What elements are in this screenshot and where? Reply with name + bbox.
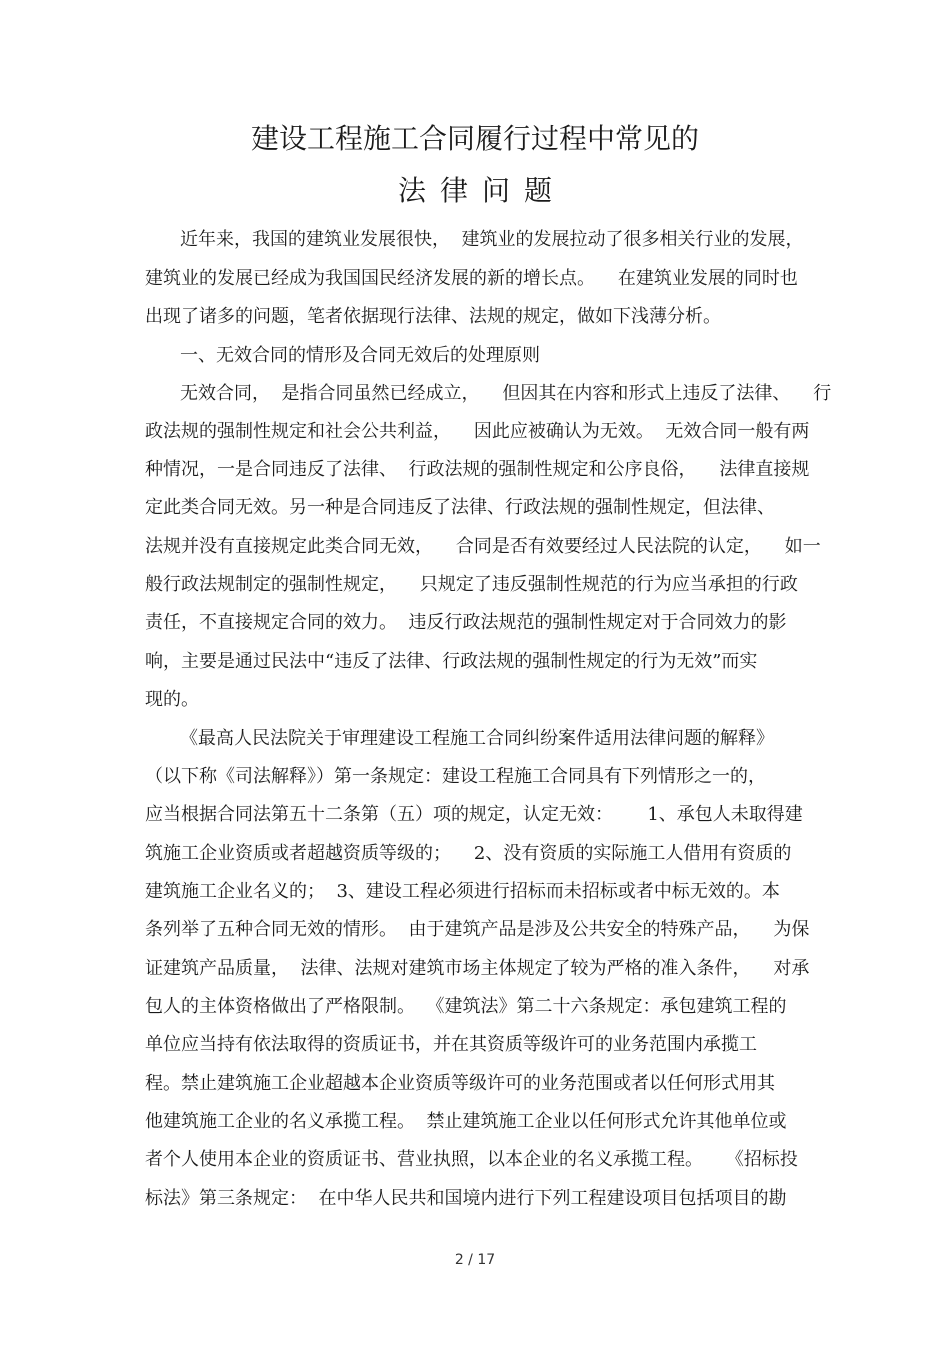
body-line: 程。禁止建筑施工企业超越本企业资质等级许可的业务范围或者以任何形式用其 [145,1073,775,1094]
body-line: 他建筑施工企业的名义承揽工程。 禁止建筑施工企业以任何形式允许其他单位或 [145,1111,787,1132]
body-line: 证建筑产品质量， 法律、法规对建筑市场主体规定了较为严格的准入条件， 对承 [145,958,810,979]
body-line: 近年来，我国的建筑业发展很快， 建筑业的发展拉动了很多相关行业的发展， [180,229,804,250]
document-title-second-line: 法律问题 [397,174,566,207]
body-line: 无效合同， 是指合同虽然已经成立， 但因其在内容和形式上违反了法律、 行 [180,383,832,404]
body-line: 筑施工企业资质或者超越资质等级的； 2、没有资质的实际施工人借用有资质的 [145,843,792,864]
body-line: 标法》第三条规定： 在中华人民共和国境内进行下列工程建设项目包括项目的勘 [145,1188,787,1209]
body-line: 条列举了五种合同无效的情形。 由于建筑产品是涉及公共安全的特殊产品， 为保 [145,919,810,940]
section-heading: 一、无效合同的情形及合同无效后的处理原则 [180,345,540,366]
body-line: 定此类合同无效。另一种是合同违反了法律、行政法规的强制性规定，但法律、 [145,497,775,518]
body-line: 建筑业的发展已经成为我国国民经济发展的新的增长点。 在建筑业发展的同时也 [145,268,798,289]
body-line: 现的。 [145,689,199,710]
body-line: 单位应当持有依法取得的资质证书，并在其资质等级许可的业务范围内承揽工 [145,1034,757,1055]
body-line: 般行政法规制定的强制性规定， 只规定了违反强制性规范的行为应当承担的行政 [145,574,798,595]
body-line: 响，主要是通过民法中“违反了法律、行政法规的强制性规定的行为无效”而实 [145,651,758,672]
body-line: 包人的主体资格做出了严格限制。 《建筑法》第二十六条规定：承包建筑工程的 [145,996,787,1017]
page-indicator: 2 / 17 [454,1252,496,1268]
body-line: 责任，不直接规定合同的效力。 违反行政法规范的强制性规定对于合同效力的影 [145,612,787,633]
body-line: （以下称《司法解释》）第一条规定：建设工程施工合同具有下列情形之一的， [145,766,766,787]
body-line: 应当根据合同法第五十二条第（五）项的规定，认定无效： 1、承包人未取得建 [145,804,803,825]
body-line: 种情况，一是合同违反了法律、 行政法规的强制性规定和公序良俗， 法律直接规 [145,459,810,480]
body-line: 法规并没有直接规定此类合同无效， 合同是否有效要经过人民法院的认定， 如一 [145,536,821,557]
body-line: 者个人使用本企业的资质证书、营业执照，以本企业的名义承揽工程。 《招标投 [145,1149,798,1170]
body-line: 出现了诸多的问题，笔者依据现行法律、法规的规定，做如下浅薄分析。 [145,306,721,327]
body-line: 政法规的强制性规定和社会公共利益， 因此应被确认为无效。 无效合同一般有两 [145,421,810,442]
document-title: 建设工程施工合同履行过程中常见的 [250,122,699,155]
body-line: 《最高人民法院关于审理建设工程施工合同纠纷案件适用法律问题的解释》 [180,728,774,749]
body-line: 建筑施工企业名义的； 3、建设工程必须进行招标而未招标或者中标无效的。本 [145,881,780,902]
